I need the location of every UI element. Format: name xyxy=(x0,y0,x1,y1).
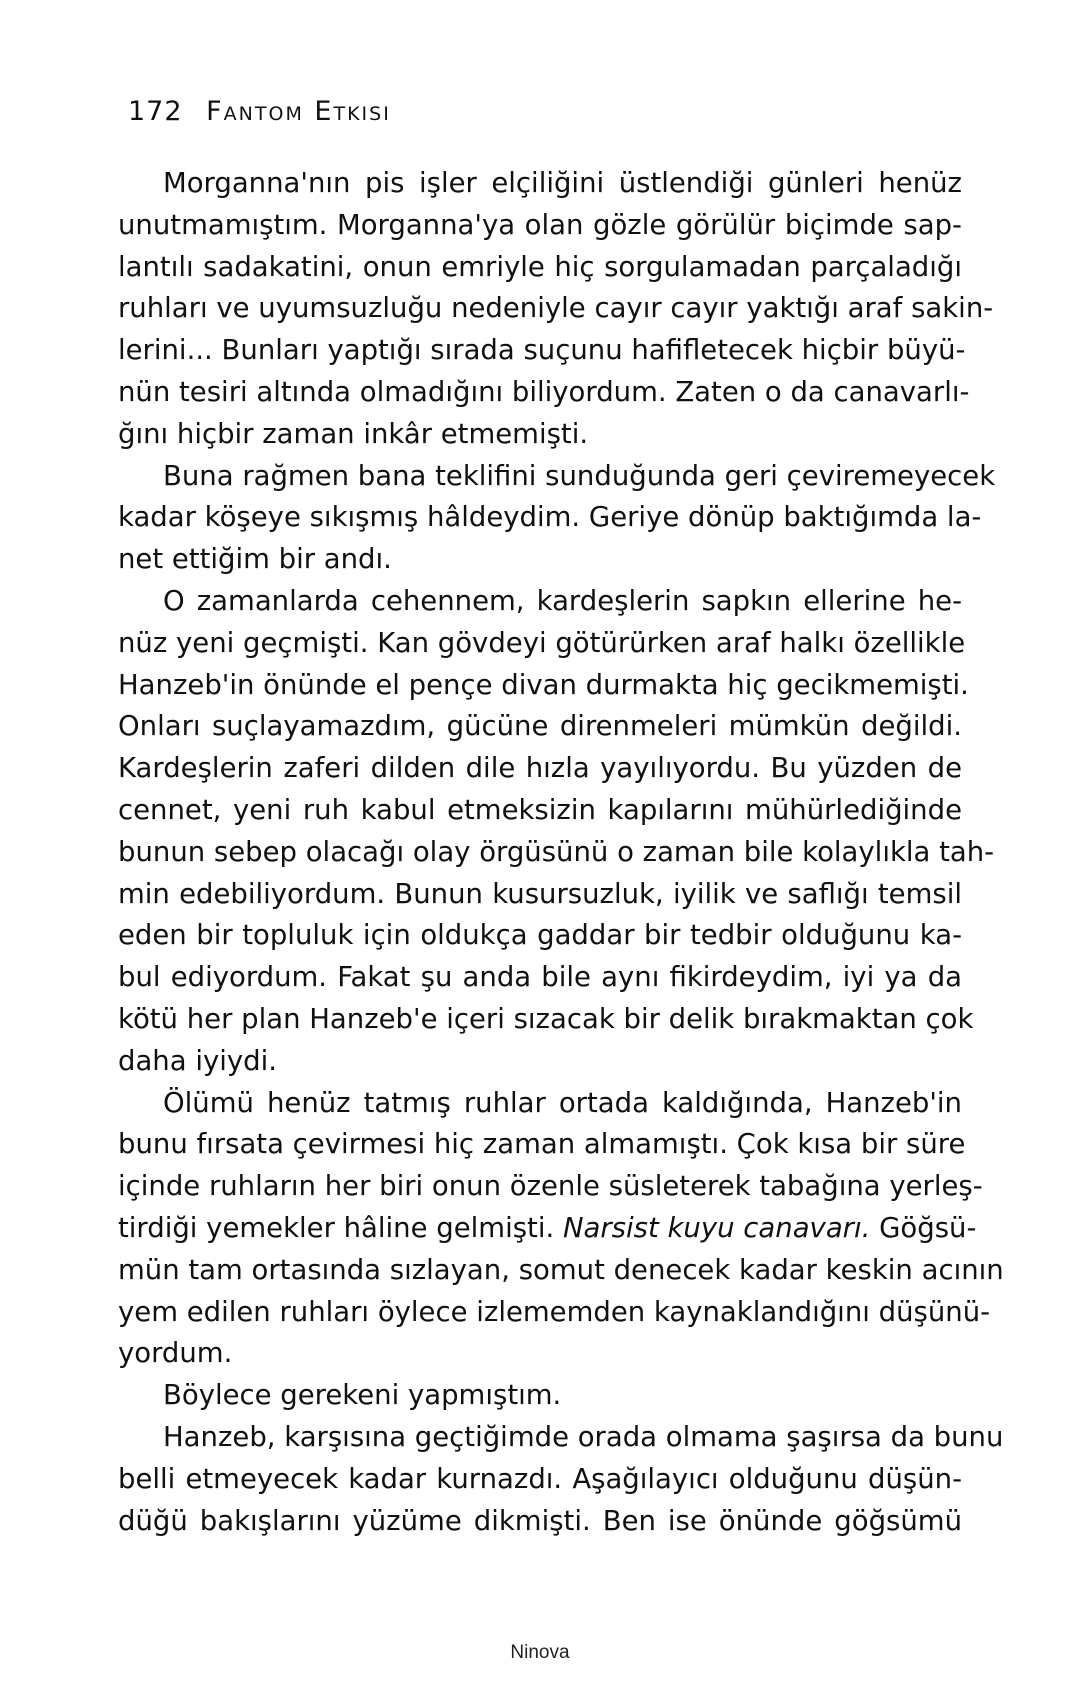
text-line xyxy=(118,497,982,539)
text-line-content: Buna rağmen bana teklifini sunduğunda geri çeviremeyecek xyxy=(163,459,996,492)
text-line-content: Ölümü henüz tatmış ruhlar ortada kaldığında, Hanzeb'in xyxy=(163,1086,962,1119)
text-line-content: nün tesiri altında olmadığını biliyordum. Zaten o da canavarlı- xyxy=(118,375,970,408)
text-line-content: lerini... Bunları yaptığı sırada suçunu hafifletecek hiçbir büyü- xyxy=(118,334,966,367)
text-line xyxy=(118,1208,977,1250)
text-line xyxy=(118,539,962,581)
book-title: Fantom Etkisi xyxy=(206,96,391,127)
text-line xyxy=(118,1292,991,1334)
text-line xyxy=(118,957,962,999)
text-line xyxy=(118,790,962,832)
text-line-content: eden bir topluluk için oldukça gaddar bir tedbir olduğunu ka- xyxy=(118,919,962,952)
text-line-content: bul ediyordum. Fakat şu anda bile aynı fikirdeydim, iyi ya da xyxy=(118,961,962,994)
text-line xyxy=(118,1166,983,1208)
text-line xyxy=(118,581,962,623)
text-line-content: lantılı sadakatini, onun emriyle hiç sorgulamadan parçaladığı xyxy=(118,250,962,283)
text-line xyxy=(118,1083,962,1125)
text-line-content: ğını hiçbir zaman inkâr etmemişti. xyxy=(118,417,589,450)
text-line xyxy=(118,1459,962,1501)
text-line xyxy=(118,1417,1004,1459)
text-line-content: min edebiliyordum. Bunun kusursuzluk, iyilik ve saflığı temsil xyxy=(118,877,962,910)
text-line-content: belli etmeyecek kadar kurnazdı. Aşağılayıcı olduğunu düşün- xyxy=(118,1462,962,1495)
text-line-content: nüz yeni geçmişti. Kan gövdeyi götürürken araf halkı özellikle xyxy=(118,626,966,659)
text-line xyxy=(118,999,974,1041)
page-number: 172 xyxy=(128,96,183,127)
text-line xyxy=(118,832,995,874)
text-line-content: tirdiği yemekler hâline gelmişti. xyxy=(118,1211,563,1244)
text-line-content: içinde ruhların her biri onun özenle süsleterek tabağına yerleş- xyxy=(118,1170,983,1203)
text-line xyxy=(118,330,966,372)
text-line xyxy=(118,372,970,414)
text-line xyxy=(118,665,969,707)
text-line xyxy=(118,874,962,916)
body-text xyxy=(118,163,1004,1542)
text-line xyxy=(118,706,962,748)
italic-phrase: Narsist kuyu canavarı. xyxy=(562,1211,871,1244)
publisher-footer: Ninova xyxy=(510,1642,570,1663)
text-line-content: bunun sebep olacağı olay örgüsünü o zaman bile kolaylıkla tah- xyxy=(118,835,995,868)
text-line xyxy=(118,1333,962,1375)
text-line-content: bunu fırsata çevirmesi hiç zaman almamıştı. Çok kısa bir süre xyxy=(118,1128,966,1161)
text-line-content: unutmamıştım. Morganna'ya olan gözle görülür biçimde sap- xyxy=(118,208,962,241)
text-line-content: kadar köşeye sıkışmış hâldeydim. Geriye dönüp baktığımda la- xyxy=(118,501,982,534)
text-line xyxy=(118,623,966,665)
text-line xyxy=(118,1124,966,1166)
text-line-content: yem edilen ruhları öylece izlememden kaynaklandığını düşünü- xyxy=(118,1295,991,1328)
text-line-content: cennet, yeni ruh kabul etmeksizin kapılarını mühürlediğinde xyxy=(118,793,962,826)
text-line-content: düğü bakışlarını yüzüme dikmişti. Ben ise önünde göğsümü xyxy=(118,1504,962,1537)
text-line-content: Kardeşlerin zaferi dilden dile hızla yayılıyordu. Bu yüzden de xyxy=(118,752,962,785)
text-line xyxy=(118,1250,1004,1292)
text-line xyxy=(118,163,962,205)
text-line-content: Hanzeb, karşısına geçtiğimde orada olmama şaşırsa da bunu xyxy=(163,1420,1004,1453)
text-line xyxy=(118,247,962,289)
text-line-content: ruhları ve uyumsuzluğu nedeniyle cayır cayır yaktığı araf sakin- xyxy=(118,292,994,325)
text-line-content: Onları suçlayamazdım, gücüne direnmeleri mümkün değildi. xyxy=(118,710,962,743)
text-line-content: Hanzeb'in önünde el pençe divan durmakta hiç gecikmemişti. xyxy=(118,668,969,701)
text-line xyxy=(118,456,996,498)
text-line xyxy=(118,1501,962,1543)
text-line-content: net ettiğim bir andı. xyxy=(118,543,392,576)
text-line-content: mün tam ortasında sızlayan, somut denecek kadar keskin acının xyxy=(118,1253,1004,1286)
text-line-content: Böylece gerekeni yapmıştım. xyxy=(163,1379,562,1412)
text-line xyxy=(118,288,994,330)
text-line-continuation: Göğsü- xyxy=(870,1211,977,1244)
text-line-content: kötü her plan Hanzeb'e içeri sızacak bir delik bırakmaktan çok xyxy=(118,1002,974,1035)
running-header xyxy=(128,96,391,127)
text-line xyxy=(118,1375,962,1417)
text-line xyxy=(118,205,962,247)
text-line-content: yordum. xyxy=(118,1337,233,1370)
text-line-content: daha iyiydi. xyxy=(118,1044,277,1077)
text-line-content: O zamanlarda cehennem, kardeşlerin sapkın ellerine he- xyxy=(163,584,962,617)
text-line-content: Morganna'nın pis işler elçiliğini üstlendiği günleri henüz xyxy=(163,167,962,199)
text-line xyxy=(118,414,962,456)
text-line xyxy=(118,748,962,790)
text-line xyxy=(118,915,962,957)
text-line xyxy=(118,1041,962,1083)
